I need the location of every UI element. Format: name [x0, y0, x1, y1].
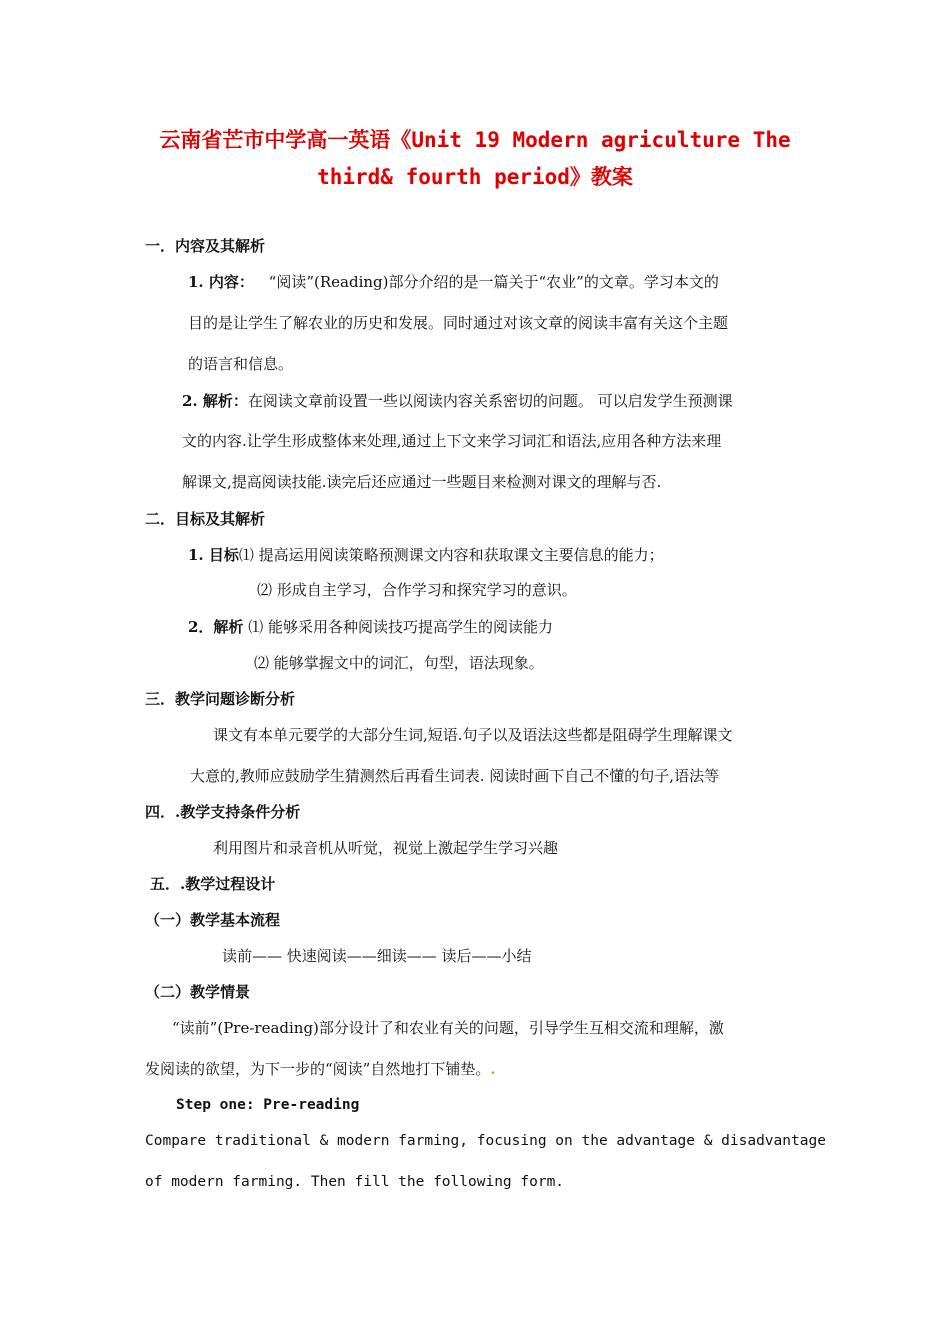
goal-1 [188, 545, 664, 565]
section-5-sub-2: （二）教学情景 [145, 983, 251, 1001]
section-3-heading: 三．教学问题诊断分析 [145, 690, 296, 708]
scene-line-2 [145, 1059, 496, 1079]
step-one-line-1: Compare traditional & modern farming, focusing on the advantage & disadvantage [145, 1133, 826, 1149]
item-1-label: 1. 内容： [188, 273, 254, 291]
section-5-heading: 五．.教学过程设计 [150, 875, 276, 893]
section-1-item-1-line-3: 的语言和信息。 [188, 355, 294, 373]
scene-line-1: “读前”(Pre-reading)部分设计了和农业有关的问题，引导学生互相交流和理解，激 [172, 1019, 724, 1037]
section-1-item-2-line-2: 文的内容.让学生形成整体来处理,通过上下文来学习词汇和语法,应用各种方法来理 [182, 432, 722, 450]
goal-2-label: 2．解析 [188, 618, 244, 636]
item-2-text: 在阅读文章前设置一些以阅读内容关系密切的问题。 可以启发学生预测课 [247, 392, 733, 410]
flow-text: 读前—— 快速阅读——细读—— 读后——小结 [222, 947, 532, 965]
scene-line-2-text: 发阅读的欲望，为下一步的“阅读”自然地打下铺垫。 [145, 1060, 491, 1078]
section-1-item-2-line-3: 解课文,提高阅读技能.读完后还应通过一些题目来检测对课文的理解与否. [182, 473, 662, 491]
goal-1-label: 1. 目标 [188, 546, 239, 564]
item-2-label: 2. 解析： [182, 392, 248, 410]
goal-1-text: ⑴ 提高运用阅读策略预测课文内容和获取课文主要信息的能力； [238, 546, 664, 564]
step-one-line-2: of modern farming. Then fill the following form. [145, 1174, 565, 1190]
step-one-heading: Step one: Pre-reading [176, 1097, 360, 1113]
section-4-heading: 四．.教学支持条件分析 [145, 803, 301, 821]
section-1-item-1 [188, 272, 719, 292]
item-1-text: “阅读”(Reading)部分介绍的是一篇关于“农业”的文章。学习本文的 [268, 273, 719, 291]
section-3-line-2: 大意的,教师应鼓励学生猜测然后再看生词表. 阅读时画下自己不懂的句子,语法等 [190, 767, 720, 785]
section-1-heading: 一．内容及其解析 [145, 237, 266, 255]
section-4-line-1: 利用图片和录音机从听觉，视觉上激起学生学习兴趣 [213, 839, 559, 857]
scene-mark: . [490, 1060, 496, 1078]
section-3-line-1: 课文有本单元要学的大部分生词,短语.句子以及语法这些都是阻碍学生理解课文 [213, 726, 733, 744]
goal-2 [188, 617, 553, 637]
document-title-line-2: third& fourth period》教案 [317, 165, 633, 189]
goal-2-line-2: ⑵ 能够掌握文中的词汇，句型，语法现象。 [254, 654, 544, 672]
goal-2-text: ⑴ 能够采用各种阅读技巧提高学生的阅读能力 [248, 618, 553, 636]
section-1-item-1-line-2: 目的是让学生了解农业的历史和发展。同时通过对该文章的阅读丰富有关这个主题 [188, 314, 729, 332]
section-2-heading: 二．目标及其解析 [145, 510, 266, 528]
goal-1-line-2: ⑵ 形成自主学习，合作学习和探究学习的意识。 [257, 581, 577, 599]
section-1-item-2 [182, 391, 733, 411]
section-5-sub-1: （一）教学基本流程 [145, 911, 281, 929]
document-title-line-1: 云南省芒市中学高一英语《Unit 19 Modern agriculture The [159, 128, 791, 152]
